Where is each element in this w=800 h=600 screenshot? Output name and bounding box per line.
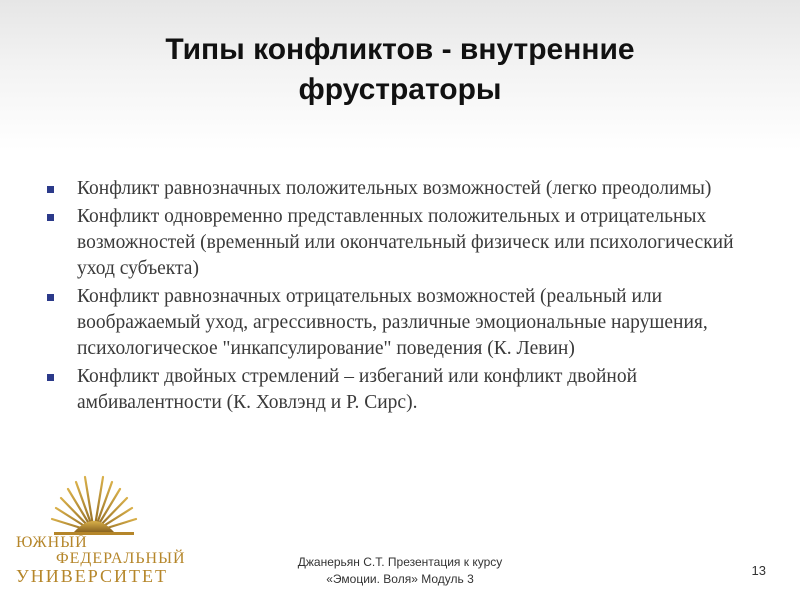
footer-line-1: Джанерьян С.Т. Презентация к курсу — [297, 555, 503, 569]
footer-credit — [250, 554, 550, 588]
bullet-text: Конфликт двойных стремлений – избеганий или конфликт двойной амбивалентности (К. Ховлэнд и Р. Сирс). — [77, 366, 638, 413]
page-number: 13 — [751, 563, 766, 578]
bullet-text: Конфликт одновременно представленных положительных и отрицательных возможностей (временный или окончательный физическ или психологический уход субъекта) — [77, 206, 734, 279]
square-bullet-icon — [47, 186, 54, 193]
slide-title-line-2: фрустраторы — [298, 73, 502, 106]
bullet-item — [44, 284, 744, 362]
footer-line-2: «Эмоции. Воля» Модуль 3 — [326, 572, 474, 586]
square-bullet-icon — [47, 374, 54, 381]
logo-text-line-2: ФЕДЕРАЛЬНЫЙ — [56, 550, 186, 567]
university-logo — [14, 470, 200, 588]
bullet-list — [44, 176, 744, 418]
slide-title — [120, 30, 680, 110]
logo-text-line-1: ЮЖНЫЙ — [16, 534, 88, 551]
sunburst-logo-icon — [44, 470, 144, 536]
square-bullet-icon — [47, 294, 54, 301]
bullet-item — [44, 176, 744, 202]
bullet-item — [44, 364, 744, 416]
slide-title-line-1: Типы конфликтов - внутренние — [165, 33, 635, 66]
square-bullet-icon — [47, 214, 54, 221]
bullet-text: Конфликт равнозначных отрицательных возможностей (реальный или воображаемый уход, агрессивность, различные эмоциональные нарушения, психологическое "инкапсулирование" поведения (К. Левин) — [77, 286, 708, 359]
bullet-item — [44, 204, 744, 282]
logo-text-line-3: УНИВЕРСИТЕТ — [16, 566, 168, 586]
bullet-text: Конфликт равнозначных положительных возможностей (легко преодолимы) — [77, 178, 712, 199]
